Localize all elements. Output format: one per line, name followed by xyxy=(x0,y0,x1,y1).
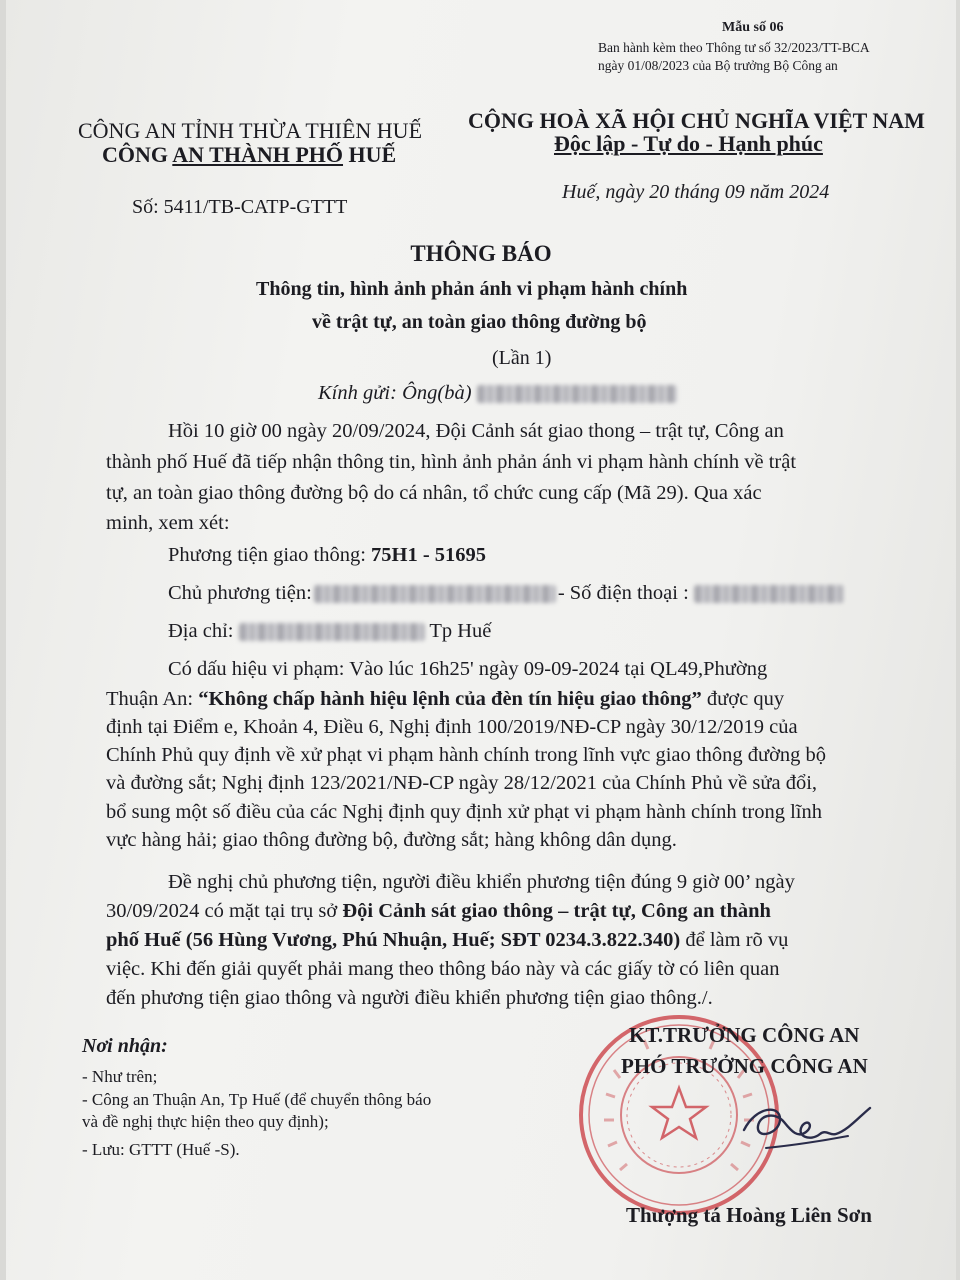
state-name: CỘNG HOÀ XÃ HỘI CHỦ NGHĨA VIỆT NAM xyxy=(468,108,925,133)
form-number: Mẫu số 06 xyxy=(722,20,784,35)
violation-line: bổ sung một số điều của các Nghị định quy định xử phạt vi phạm hành chính trong lĩnh xyxy=(106,801,822,823)
violation-line: Chính Phủ quy định về xử phạt vi phạm hành chính trong lĩnh vực giao thông đường bộ xyxy=(106,744,827,766)
request-line: việc. Khi đến giải quyết phải mang theo thông báo này và các giấy tờ có liên quan xyxy=(106,958,780,980)
intro-line: minh, xem xét: xyxy=(106,512,230,534)
recipients-title: Nơi nhận: xyxy=(82,1035,168,1057)
parent-agency: CÔNG AN TỈNH THỪA THIÊN HUẾ xyxy=(78,118,423,143)
redacted-owner xyxy=(314,585,556,603)
request-line: 30/09/2024 có mặt tại trụ sở Đội Cảnh sát giao thông – trật tự, Công an thành xyxy=(106,900,771,922)
redacted-address xyxy=(239,623,425,641)
vehicle-line: Phương tiện giao thông: 75H1 - 51695 xyxy=(168,544,487,566)
intro-line: tự, an toàn giao thông đường bộ do cá nhân, tổ chức cung cấp (Mã 29). Qua xác xyxy=(106,482,762,504)
attempt-number: (Lần 1) xyxy=(492,347,552,369)
recipient-item: - Như trên; xyxy=(82,1067,158,1086)
violation-line: Có dấu hiệu vi phạm: Vào lúc 16h25' ngày 09-09-2024 tại QL49,Phường xyxy=(168,658,768,680)
request-line: phố Huế (56 Hùng Vương, Phú Nhuận, Huế; SĐT 0234.3.822.340) để làm rõ vụ xyxy=(106,929,789,951)
sign-title-line2: PHÓ TRƯỞNG CÔNG AN xyxy=(621,1054,868,1078)
redacted-addressee xyxy=(477,385,677,403)
recipient-item: - Công an Thuận An, Tp Huế (để chuyển thông báo xyxy=(82,1090,432,1109)
signer-name: Thượng tá Hoàng Liên Sơn xyxy=(626,1203,872,1227)
recipient-item: và đề nghị thực hiện theo quy định); xyxy=(82,1112,329,1131)
document-number: Số: 5411/TB-CATP-GTTT xyxy=(132,196,348,218)
vehicle-plate: 75H1 - 51695 xyxy=(371,544,487,566)
recipient-item: - Lưu: GTTT (Huế -S). xyxy=(82,1140,240,1159)
agency-name: CÔNG AN THÀNH PHỐ HUẾ xyxy=(102,142,397,167)
document-page xyxy=(6,0,956,1280)
sign-title-line1: KT.TRƯỞNG CÔNG AN xyxy=(629,1023,860,1047)
intro-line: Hồi 10 giờ 00 ngày 20/09/2024, Đội Cảnh sát giao thong – trật tự, Công an xyxy=(168,420,784,442)
request-line: Đề nghị chủ phương tiện, người điều khiển phương tiện đúng 9 giờ 00’ ngày xyxy=(168,871,795,893)
handwritten-signature xyxy=(736,1096,876,1166)
addressee: Kính gửi: Ông(bà) xyxy=(318,382,677,405)
state-motto: Độc lập - Tự do - Hạnh phúc xyxy=(554,131,823,156)
subtitle-line1: Thông tin, hình ảnh phản ánh vi phạm hành chính xyxy=(256,278,688,300)
owner-line: Chủ phương tiện: - Số điện thoại : xyxy=(168,582,844,605)
violation-line: định tại Điểm e, Khoản 4, Điều 6, Nghị định 100/2019/NĐ-CP ngày 30/12/2019 của xyxy=(106,716,798,738)
violation-line: và đường sắt; Nghị định 123/2021/NĐ-CP ngày 28/12/2021 của Chính Phủ về sửa đổi, xyxy=(106,772,818,794)
intro-line: thành phố Huế đã tiếp nhận thông tin, hình ảnh phản ánh vi phạm hành chính về trật xyxy=(106,451,797,473)
form-note-line2: ngày 01/08/2023 của Bộ trưởng Bộ Công an xyxy=(598,58,838,73)
violation-line: vực hàng hải; giao thông đường bộ, đường sắt; hàng không dân dụng. xyxy=(106,829,677,851)
redacted-phone xyxy=(694,585,844,603)
address-line: Địa chỉ: Tp Huế xyxy=(168,620,492,642)
violation-line: Thuận An: “Không chấp hành hiệu lệnh của đèn tín hiệu giao thông” được quy xyxy=(106,688,785,710)
request-line: đến phương tiện giao thông và người điều khiển phương tiện giao thông./. xyxy=(106,987,713,1009)
form-note-line1: Ban hành kèm theo Thông tư số 32/2023/TT-BCA xyxy=(598,40,870,55)
document-title: THÔNG BÁO xyxy=(410,241,552,266)
place-date: Huế, ngày 20 tháng 09 năm 2024 xyxy=(562,181,830,203)
subtitle-line2: về trật tự, an toàn giao thông đường bộ xyxy=(312,311,647,333)
